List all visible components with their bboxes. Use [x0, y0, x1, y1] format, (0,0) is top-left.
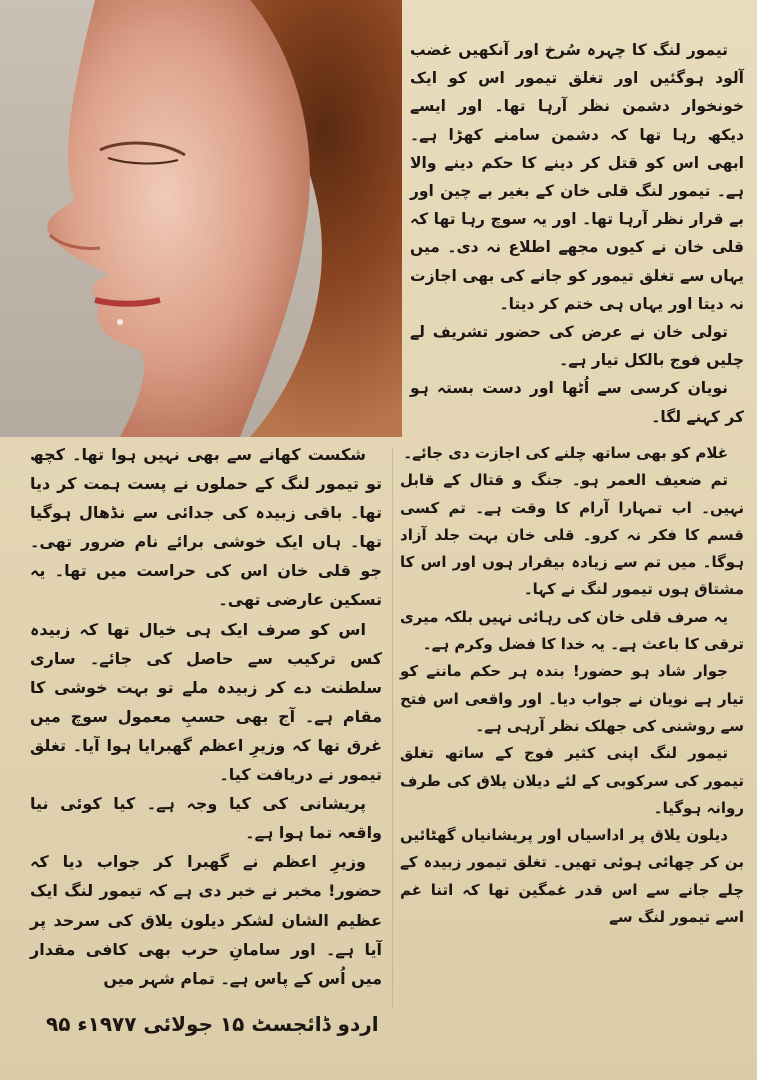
paragraph: نویان کرسی سے اُٹھا اور دست بستہ ہو کر کہنے لگا۔ [410, 379, 744, 426]
portrait-photo [0, 0, 402, 437]
paragraph: شکست کھانے سے بھی نہیں ہوا تھا۔ کچھ تو تیمور لنگ کے حملوں نے پست ہمت کر دیا تھا۔ باقی زبیدہ کی جدائی سے نڈھال ہوگیا تھا۔ ہاں ایک خوشی برائے نام ضرور تھی۔ جو قلی خان اس کی حراست میں تھا۔ یہ تسکین عارضی تھی۔ [30, 445, 382, 610]
paragraph: تیمور لنگ اپنی کثیر فوج کے ساتھ تغلق تیمور کی سرکوبی کے لئے دیلان یلاق کی طرف روانہ ہوگیا۔ [400, 744, 744, 817]
paragraph: پریشانی کی کیا وجہ ہے۔ کیا کوئی نیا واقعہ تما ہوا ہے۔ [30, 794, 382, 843]
article-column-left-bottom [30, 440, 382, 993]
article-column-right-bottom [400, 440, 744, 931]
paragraph: تیمور لنگ کا چہرہ سُرخ اور آنکھیں غضب آلود ہوگئیں اور تغلق تیمور اس کو ایک خونخوار دشمن نظر آرہا تھا۔ اور ایسے دیکھ رہا تھا کہ دشمن سامنے کھڑا ہے۔ ابھی اس کو قتل کر دینے کا حکم دینے والا ہے۔ تیمور لنگ قلی خان کے بغیر بے چین اور بے قرار نظر آرہا تھا۔ اور یہ سوچ رہا تھا کہ قلی خان نے کیوں مجھے اطلاع نہ دی۔ میں یہاں سے تغلق تیمور کو جانے کی بھی اجازت نہ دیتا اور یہاں ہی ختم کر دیتا۔ [410, 41, 744, 313]
column-divider [392, 448, 393, 1008]
paragraph: غلام کو بھی ساتھ چلنے کی اجازت دی جائے۔ [403, 444, 728, 462]
paragraph: تولی خان نے عرض کی حضور تشریف لے چلیں فوج بالکل تیار ہے۔ [410, 323, 744, 370]
paragraph: یہ صرف قلی خان کی رہائی نہیں بلکہ میری ترقی کا باعث ہے۔ یہ خدا کا فضل وکرم ہے۔ [400, 607, 744, 654]
article-column-right-top [410, 36, 744, 431]
woman-profile-illustration [0, 0, 402, 437]
paragraph: اس کو صرف ایک ہی خیال تھا کہ زبیدہ کس ترکیب سے حاصل کی جائے۔ ساری سلطنت دے کر زبیدہ ملے تو بہت خوشی کا مقام ہے۔ آج بھی حسبِ معمول سوچ میں غرق تھا کہ وزیرِ اعظم گھبرایا ہوا آیا۔ تغلق تیمور نے دریافت کیا۔ [30, 619, 382, 785]
paragraph: دیلون یلاق پر اداسیاں اور پریشانیاں گھٹائیں بن کر چھائی ہوئی تھیں۔ تغلق تیمور زبیدہ کے چلے جانے سے اس قدر غمگین تھا کہ اتنا غم اسے تیمور لنگ سے [400, 826, 744, 927]
paragraph: وزیرِ اعظم نے گھبرا کر جواب دیا کہ حضور! مخبر نے خبر دی ہے کہ تیمور لنگ ایک عظیم الشان لشکر دیلون یلاق کی سرحد پر آیا ہے۔ اور سامانِ حرب بھی کافی مقدار میں اُس کے پاس ہے۔ تمام شہر میں [30, 852, 382, 988]
paragraph: جوار شاد ہو حضور! بندہ ہر حکم ماننے کو تیار ہے نویان نے جواب دیا۔ اور واقعی اس فتح سے روشنی کی جھلک نظر آرہی ہے۔ [400, 662, 744, 735]
paragraph: تم ضعیف العمر ہو۔ جنگ و قتال کے قابل نہیں۔ اب تمہارا آرام کا وقت ہے۔ تم کسی قسم کا فکر نہ کرو۔ قلی خان بہت جلد آزاد ہوگا۔ میں تم سے زیادہ بیقرار ہوں اور اس کا مشتاق ہوں تیمور لنگ نے کہا۔ [400, 471, 744, 599]
page-footer: اردو ڈائجسٹ ۱۵ جولائی ۱۹۷۷ء ۹۵ [46, 1012, 379, 1036]
